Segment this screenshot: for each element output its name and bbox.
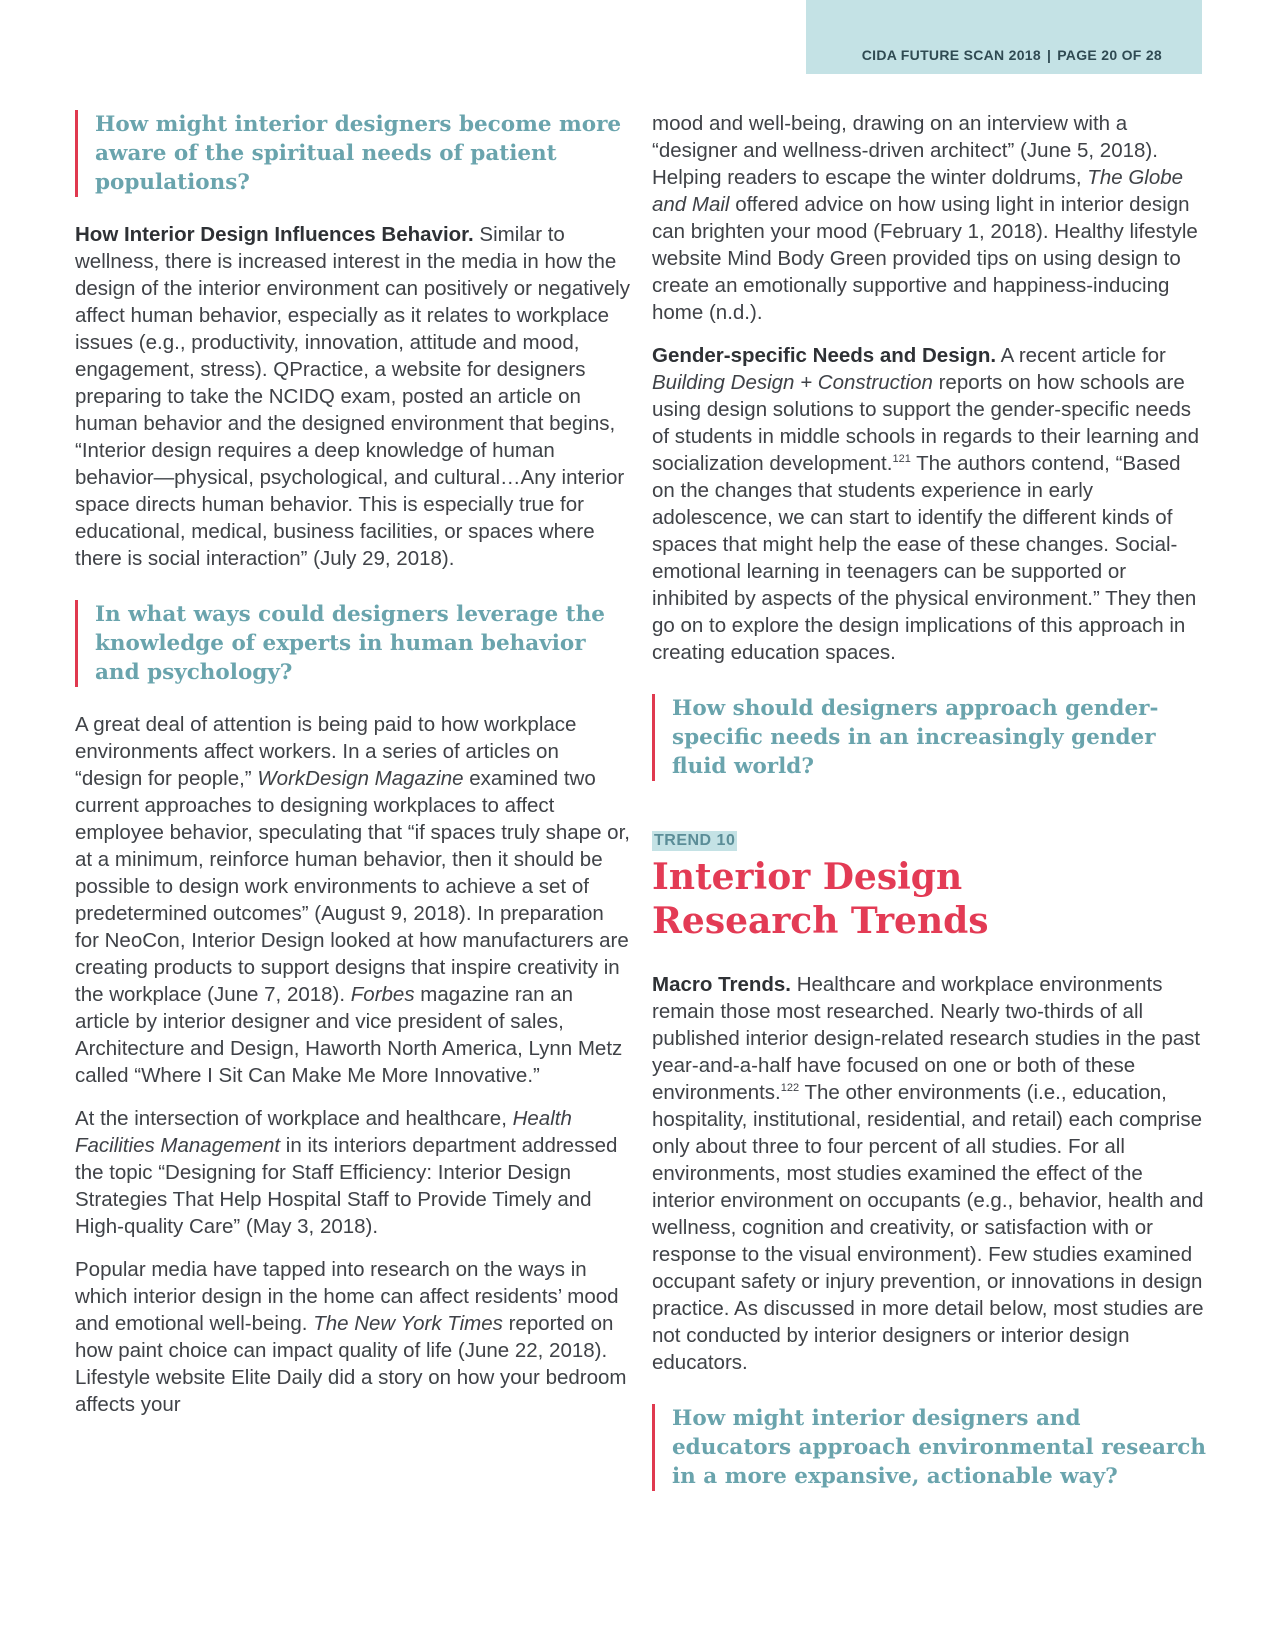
- paragraph-heading: How Interior Design Influences Behavior.: [75, 223, 474, 246]
- paragraph-workplace: A great deal of attention is being paid to how workplace environments affect workers. In a series of articles on “design for people,” WorkDesign Magazine examined two current approaches to designing workplaces to affect employee behavior, speculating that “if spaces truly shape or, at a minimum, reinforce human behavior, then it should be possible to design work environments to achieve a set of predetermined outcomes” (August 9, 2018). In preparation for NeoCon, Interior Design looked at how manufacturers are creating products to support designs that inspire creativity in the workplace (June 7, 2018). Forbes magazine ran an article by interior designer and vice president of sales, Architecture and Design, Haworth North America, Lynn Metz called “Where I Sit Can Make Me More Innovative.”: [75, 713, 630, 1087]
- pull-question: How should designers approach gender-specific needs in an increasingly gender fluid world?: [652, 694, 1207, 781]
- paragraph-heading: Macro Trends.: [652, 973, 791, 996]
- trend-title: Interior Design Research Trends: [652, 856, 989, 942]
- right-column: [652, 110, 1207, 1515]
- paragraph-macro-trends: Macro Trends. Healthcare and workplace environments remain those most researched. Nearly two-thirds of all published interior design-related research studies in the past year-and-a-half have focused on one or both of these environments.$^{122}$ The other environments (i.e., education, hospitality, institutional, residential, and retail) each comprise only about three to four percent of all studies. For all environments, most studies examined the effect of the interior environment on occupants (e.g., behavior, health and wellness, cognition and creativity, or satisfaction with or response to the visual environment). Few studies examined occupant safety or injury prevention, or innovations in design practice. As discussed in more detail below, most studies are not conducted by interior designers or interior design educators.: [652, 973, 1204, 1374]
- paragraph-heading: Gender-specific Needs and Design.: [652, 344, 997, 367]
- paragraph-wellbeing: mood and well-being, drawing on an interview with a “designer and wellness-driven architect” (June 5, 2018). Helping readers to escape the winter doldrums, The Globe and Mail offered advice on how using light in interior design can brighten your mood (February 1, 2018). Healthy lifestyle website Mind Body Green provided tips on using design to create an emotionally supportive and happiness-inducing home (n.d.).: [652, 112, 1198, 324]
- paragraph-healthcare: At the intersection of workplace and healthcare, Health Facilities Management in its interiors department addressed the topic “Designing for Staff Efficiency: Interior Design Strategies That Help Hospital Staff to Provide Timely and High-quality Care” (May 3, 2018).: [75, 1107, 618, 1238]
- header-band: [806, 0, 1202, 74]
- paragraph-popular-media: Popular media have tapped into research on the ways in which interior design in the home can affect residents’ mood and emotional well-being. The New York Times reported on how paint choice can impact quality of life (June 22, 2018). Lifestyle website Elite Daily did a story on how your bedroom affects your: [75, 1258, 627, 1416]
- trend-tag: TREND 10: [654, 832, 736, 849]
- footnote-ref: 122: [780, 1082, 800, 1095]
- left-column: [75, 110, 630, 1434]
- paragraph-gender: Gender-specific Needs and Design. A recent article for Building Design + Construction reports on how schools are using design solutions to support the gender-specific needs of students in middle schools in regards to their learning and socialization development.$^{121}$ The authors contend, “Based on the changes that students experience in early adolescence, we can start to identify the different kinds of spaces that might help the ease of these changes. Social-emotional learning in teenagers can be supported or inhibited by aspects of the physical environment.” They then go on to explore the design implications of this approach in creating education spaces.: [652, 344, 1199, 664]
- pull-question: How might interior designers and educators approach environmental research in a more expansive, actionable way?: [652, 1404, 1207, 1491]
- pull-question: How might interior designers become more aware of the spiritual needs of patient populations?: [75, 110, 630, 197]
- running-header: [862, 47, 1162, 63]
- pull-question: In what ways could designers leverage the knowledge of experts in human behavior and psychology?: [75, 600, 630, 687]
- page-number: PAGE 20 OF 28: [1057, 47, 1162, 63]
- footnote-ref: 121: [892, 453, 911, 466]
- publication-title: CIDA FUTURE SCAN 2018: [861, 47, 1041, 63]
- paragraph-behavior: How Interior Design Influences Behavior. Similar to wellness, there is increased interest in the media in how the design of the interior environment can positively or negatively affect human behavior, especially as it relates to workplace issues (e.g., productivity, innovation, attitude and mood, engagement, stress). QPractice, a website for designers preparing to take the NCIDQ exam, posted an article on human behavior and the designed environment that begins, “Interior design requires a deep knowledge of human behavior—physical, psychological, and cultural…Any interior space directs human behavior. This is especially true for educational, medical, business facilities, or spaces where there is social interaction” (July 29, 2018).: [75, 223, 630, 570]
- header-separator: |: [1046, 47, 1052, 63]
